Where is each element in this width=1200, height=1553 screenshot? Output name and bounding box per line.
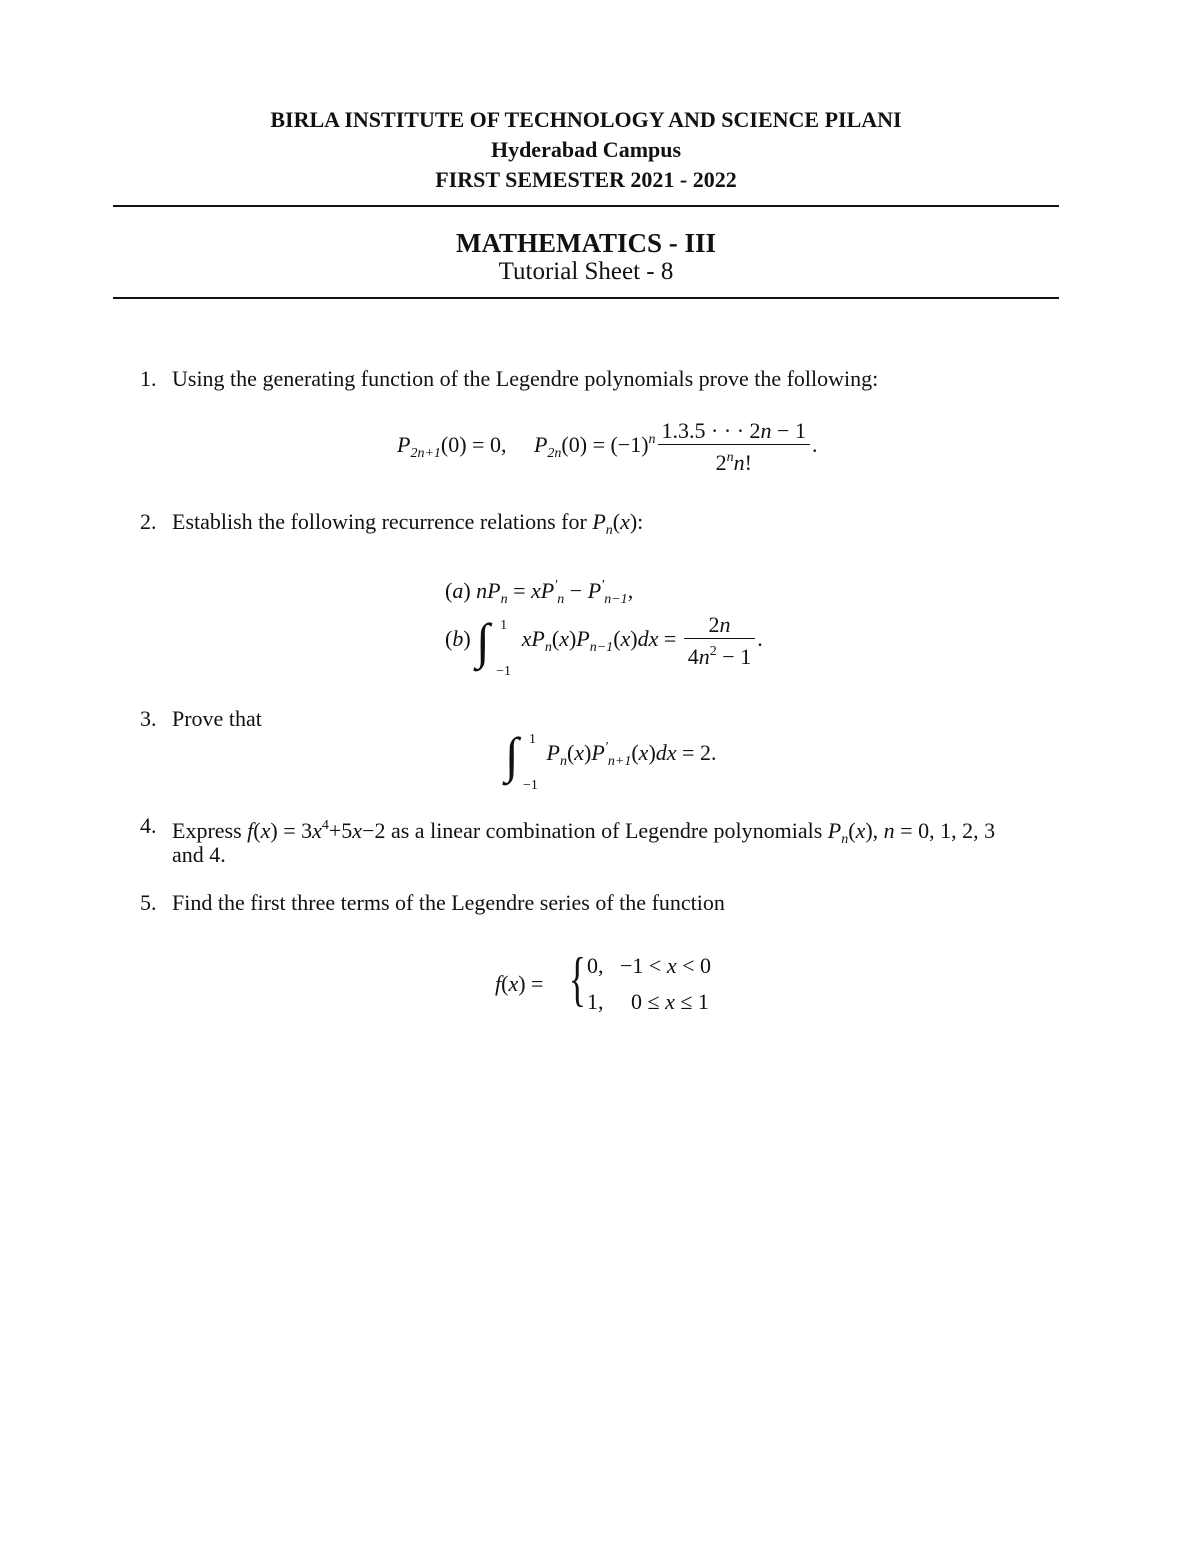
- sheet-title: Tutorial Sheet - 8: [498, 258, 674, 285]
- campus-name: Hyderabad Campus: [490, 137, 682, 162]
- question-text-2-main: Establish the following recurrence relations for: [172, 509, 587, 534]
- title-divider: [113, 297, 1059, 299]
- header-divider: [113, 205, 1059, 207]
- institute-name: BIRLA INSTITUTE OF TECHNOLOGY AND SCIENCE PILANI: [270, 107, 902, 132]
- question-text-4: Express $f(x) = 3x^4+5x-2$ as a linear combination of Legendre polynomials $P_n(x)$, n = 0, 1, 2, 3: [172, 818, 996, 847]
- course-title: MATHEMATICS - III: [455, 228, 717, 258]
- question-text-2: Establish the following recurrence relations for $P_n(x)$:: [172, 509, 644, 538]
- relation-a: (a) $nP_n = xP'_n - P'_{n-1}$,: [445, 578, 634, 607]
- question-number-1: 1.: [140, 366, 157, 391]
- question-number-5: 5.: [140, 890, 157, 915]
- question-text-3: Prove that: [172, 706, 262, 731]
- question-text-4-end: and 4.: [172, 842, 226, 867]
- equation-3: ∫ 1 −1 $P_n(x)P'_{n+1}(x)dx = 2$.: [505, 727, 717, 793]
- integral-sign: ∫: [476, 613, 490, 669]
- relation-b: (b) ∫ 1 −1 $xP_n(x)P_{n-1}(x)dx$ = $\frac{2n}{4n^2 - 1}$ .: [445, 612, 763, 679]
- question-text-4-mid: as a linear combination of Legendre polynomials: [390, 818, 823, 843]
- integral-sign: ∫: [505, 727, 519, 783]
- question-text-5: Find the first three terms of the Legendre series of the function: [172, 890, 725, 915]
- left-brace: {: [568, 946, 587, 1012]
- semester-label: FIRST SEMESTER 2021 - 2022: [435, 167, 737, 192]
- question-text-1: Using the generating function of the Legendre polynomials prove the following:: [172, 366, 879, 391]
- question-number-2: 2.: [140, 509, 157, 534]
- question-number-3: 3.: [140, 706, 157, 731]
- equation-1: $P_{2n+1}(0) = 0$, $P_{2n}(0) = (-1)^n$ $\frac{1.3.5 \cdot \cdot \cdot 2n - 1}{2^nn!}$ .: [397, 418, 818, 475]
- question-number-4: 4.: [140, 813, 157, 838]
- question-text-4-lead: Express: [172, 818, 242, 843]
- page: BIRLA INSTITUTE OF TECHNOLOGY AND SCIENCE PILANI Hyderabad Campus FIRST SEMESTER 2021 - 2022 MATHEMATICS - III Tutorial Sheet - 8 1. Using the generating function of the Legendre polynomials prove the following: $P_{2n+1}(0) = 0$, $P_{2n}(0) = (-1)^n$ $\frac{1.3.5 \cdot \cdot \cdot 2n - 1}{2^nn!}$ . 2. Establish the following recurrence relations for $P_n(x)$: (a) $nP_n = xP'_n - P'_{n-1}$, (b) ∫ 1 −1 $xP_n(x)P_{n-1}(x)dx$ = $\frac{2n}{4n^2 - 1}$ . 3. Prove that ∫ 1 −1 $P_n(x)P'_{n+1}(x)dx = 2$. 4. Express $f(x) = 3x^4+5x-2$ as a linear combination of Legendre polynomials $P_n(x)$, n = 0, 1, 2, 3 and 4. 5. Find the first three terms of the Legendre series of the function f(x) = { 0, −1 < x < 0 1, 0 ≤ x ≤ 1: [0, 0, 1200, 1553]
